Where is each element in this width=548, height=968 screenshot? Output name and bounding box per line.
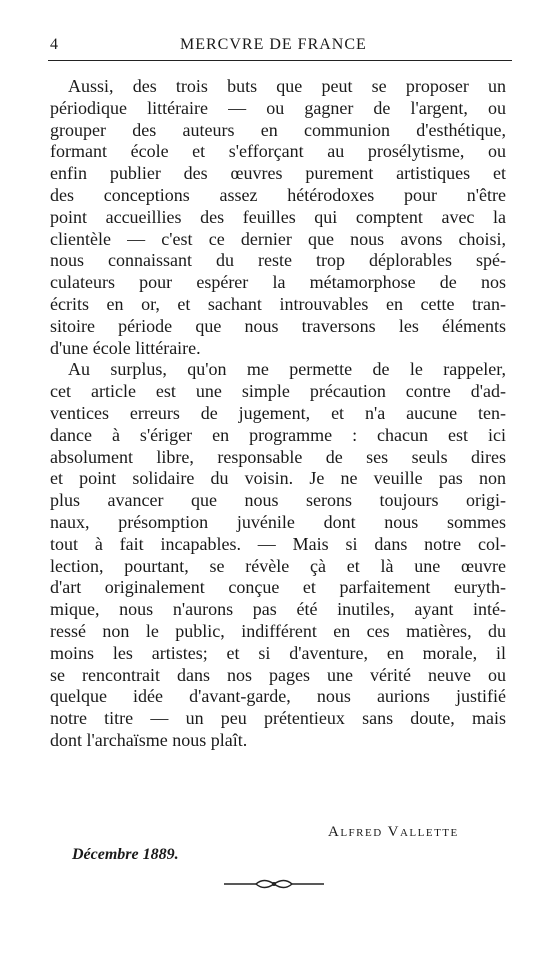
text-line: se rencontrait dans nos pages une vérité neuve ou [50, 664, 506, 685]
article-date: Décembre 1889. [72, 846, 179, 863]
text-line: naux, présomption juvénile dont nous sommes [50, 511, 506, 532]
text-line: ressé non le public, indifférent en ces matières, du [50, 620, 506, 641]
text-line: Au surplus, qu'on me permette de le rappeler, [68, 359, 506, 380]
text-line: et point solidaire du voisin. Je ne veuille pas non [50, 468, 506, 489]
page-number: 4 [50, 36, 59, 53]
text-line: d'une école littéraire. [50, 337, 201, 358]
text-line: sitoire période que nous traversons les éléments [50, 315, 506, 336]
text-line: tout à fait incapables. — Mais si dans notre col- [50, 533, 506, 554]
text-line: point accueillies des feuilles qui comptent avec la [50, 206, 506, 227]
text-line: absolument libre, responsable de ses seuls dires [50, 446, 506, 467]
text-line: périodique littéraire — ou gagner de l'argent, ou [50, 97, 506, 118]
text-line: formant école et s'efforçant au prosélytisme, ou [50, 141, 506, 162]
text-line: d'art originalement conçue et parfaitement euryth- [50, 577, 506, 598]
text-line: quelque idée d'avant-garde, nous aurions justifié [50, 686, 506, 707]
text-line: culateurs pour espérer la métamorphose de nos [50, 272, 506, 293]
text-line: ventices erreurs de jugement, et n'a aucune ten- [50, 402, 506, 423]
text-line: écrits en or, et sachant introuvables en cette tran- [50, 293, 506, 314]
text-line: notre titre — un peu prétentieux sans doute, mais [50, 708, 506, 729]
text-line: plus avancer que nous serons toujours origi- [50, 490, 506, 511]
paragraph-1 [50, 76, 506, 359]
running-title: MERCVRE DE FRANCE [180, 36, 367, 53]
article-body [50, 76, 506, 752]
text-line: dont l'archaïsme nous plaît. [50, 729, 248, 750]
text-line: moins les artistes; et si d'aventure, en morale, il [50, 642, 506, 663]
text-line: nous connaissant du reste trop déplorables spé- [50, 250, 506, 271]
text-line: Aussi, des trois buts que peut se proposer un [68, 76, 506, 96]
text-line: mique, nous n'aurons pas été inutiles, ayant inté- [50, 599, 506, 620]
page-header [50, 36, 510, 60]
author-signature: Alfred Vallette [328, 824, 459, 840]
text-line: cet article est une simple précaution contre d'ad- [50, 381, 506, 402]
text-line: dance à s'ériger en programme : chacun est ici [50, 424, 506, 445]
text-line: grouper des auteurs en communion d'esthétique, [50, 119, 506, 140]
text-line: clientèle — c'est ce dernier que nous avons choisi, [50, 228, 506, 249]
decorative-tailpiece-icon [222, 876, 326, 892]
text-line: des conceptions assez hétérodoxes pour n'être [50, 184, 506, 205]
text-line: lection, pourtant, se révèle çà et là une œuvre [50, 555, 506, 576]
paragraph-2 [50, 359, 506, 751]
text-line: enfin publier des œuvres purement artistiques et [50, 163, 506, 184]
header-rule [48, 60, 512, 61]
